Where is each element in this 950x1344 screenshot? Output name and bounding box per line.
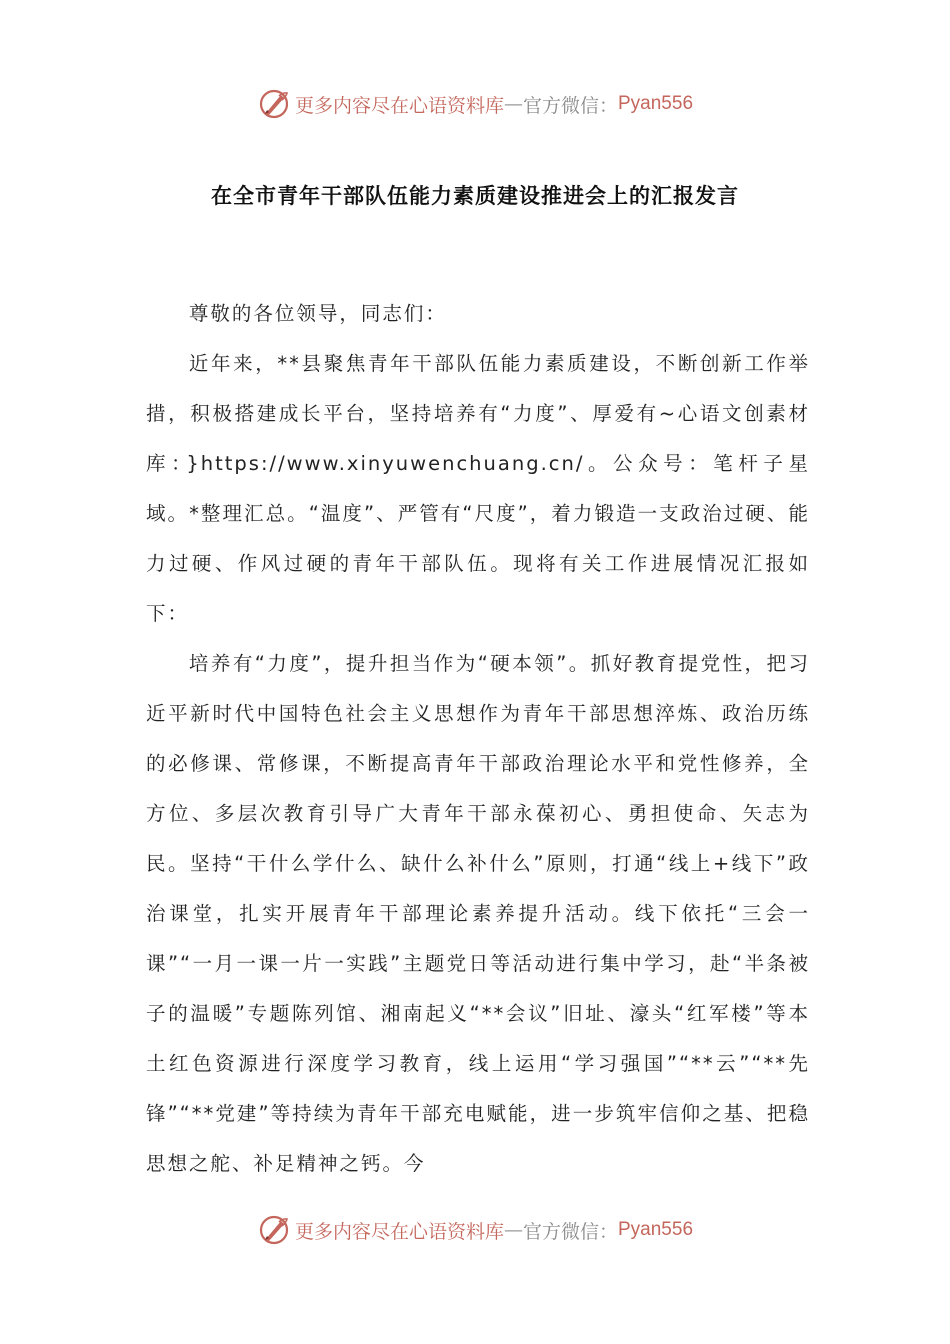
quill-logo-icon xyxy=(257,1213,291,1247)
document-body xyxy=(146,289,810,1189)
banner-separator: — xyxy=(503,93,523,115)
banner-wechat-label: 官方微信： xyxy=(522,1220,618,1243)
greeting: 尊敬的各位领导，同志们： xyxy=(188,302,447,325)
banner-brand: 更多内容尽在心语资料库 xyxy=(294,94,504,117)
header-banner xyxy=(0,84,950,124)
footer-banner xyxy=(0,1210,950,1250)
document-title: 在全市青年干部队伍能力素质建设推进会上的汇报发言 xyxy=(211,184,739,208)
paragraph: 培养有“力度”，提升担当作为“硬本领”。抓好教育提党性，把习近平新时代中国特色社会主义思想作为青年干部思想淬炼、政治历练的必修课、常修课，不断提高青年干部政治理论水平和党性修养，全方位、多层次教育引导广大青年干部永葆初心、勇担使命、矢志为民。坚持“干什么学什么、缺什么补什么”原则，打通“线上+线下”政治课堂，扎实开展青年干部理论素养提升活动。线下依托“三会一课”“一月一课一片一实践”主题党日等活动进行集中学习，赴“半条被子的温暖”专题陈列馆、湘南起义“**会议”旧址、濠头“红军楼”等本土红色资源进行深度学习教育，线上运用“学习强国”“**云”“**先锋”“**党建”等持续为青年干部充电赋能，进一步筑牢信仰之基、把稳思想之舵、补足精神之钙。今 xyxy=(146,652,810,1175)
paragraph: 近年来，**县聚焦青年干部队伍能力素质建设，不断创新工作举措，积极搭建成长平台，坚持培养有“力度”、厚爱有~心语文创素材库：}https://www.xinyuwenchuang.cn/。公众号：笔杆子星域。*整理汇总。“温度”、严管有“尺度”，着力锻造一支政治过硬、能力过硬、作风过硬的青年干部队伍。现将有关工作进展情况汇报如下： xyxy=(146,352,810,625)
banner-brand: 更多内容尽在心语资料库 xyxy=(294,1220,504,1243)
quill-logo-icon xyxy=(257,87,291,121)
banner-separator: — xyxy=(503,1219,523,1241)
banner-wechat-account: Pyan556 xyxy=(618,93,694,114)
banner-wechat-label: 官方微信： xyxy=(522,94,618,117)
banner-wechat-account: Pyan556 xyxy=(618,1219,694,1240)
